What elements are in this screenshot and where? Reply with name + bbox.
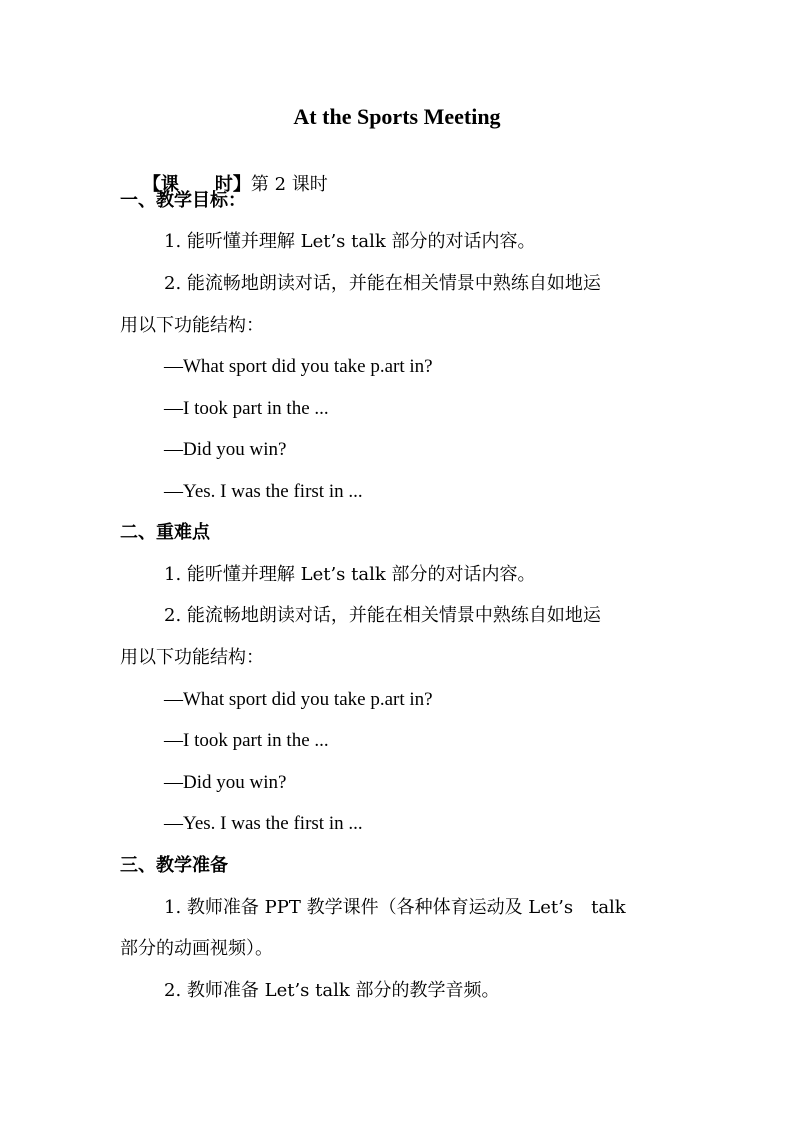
objective-item-1: 1. 能听懂并理解 Let’s talk 部分的对话内容。 xyxy=(164,231,536,252)
dialog-line: —What sport did you take p.art in? xyxy=(164,689,433,710)
objective-item-2-line-1: 2. 能流畅地朗读对话，并能在相关情景中熟练自如地运 xyxy=(164,273,601,294)
dialog-line: —Yes. I was the first in ... xyxy=(164,813,363,834)
dialog-line: —I took part in the ... xyxy=(164,730,329,751)
dialog-line: —I took part in the ... xyxy=(164,398,329,419)
lesson-value: 第 2 课时 xyxy=(250,174,328,195)
dialog-line: —Did you win? xyxy=(164,772,287,793)
dialog-line: —Yes. I was the first in ... xyxy=(164,481,363,502)
preparation-item-1-line-1: 1. 教师准备 PPT 教学课件（各种体育运动及 Let’s talk xyxy=(164,897,626,918)
key-point-item-1: 1. 能听懂并理解 Let’s talk 部分的对话内容。 xyxy=(164,564,536,585)
section-heading-key-points: 二、重难点 xyxy=(120,522,210,543)
section-heading-objectives: 一、教学目标： xyxy=(120,190,246,211)
dialog-line: —Did you win? xyxy=(164,439,287,460)
key-point-item-2-line-2: 用以下功能结构： xyxy=(120,647,264,668)
section-heading-preparation: 三、教学准备 xyxy=(120,855,228,876)
page-title: At the Sports Meeting xyxy=(293,104,501,129)
preparation-item-2: 2. 教师准备 Let’s talk 部分的教学音频。 xyxy=(164,980,500,1001)
dialog-line: —What sport did you take p.art in? xyxy=(164,356,433,377)
preparation-item-1-line-2: 部分的动画视频）。 xyxy=(120,938,273,959)
key-point-item-2-line-1: 2. 能流畅地朗读对话，并能在相关情景中熟练自如地运 xyxy=(164,605,601,626)
objective-item-2-line-2: 用以下功能结构： xyxy=(120,315,264,336)
lesson-label: 【课 时】 xyxy=(142,174,251,195)
